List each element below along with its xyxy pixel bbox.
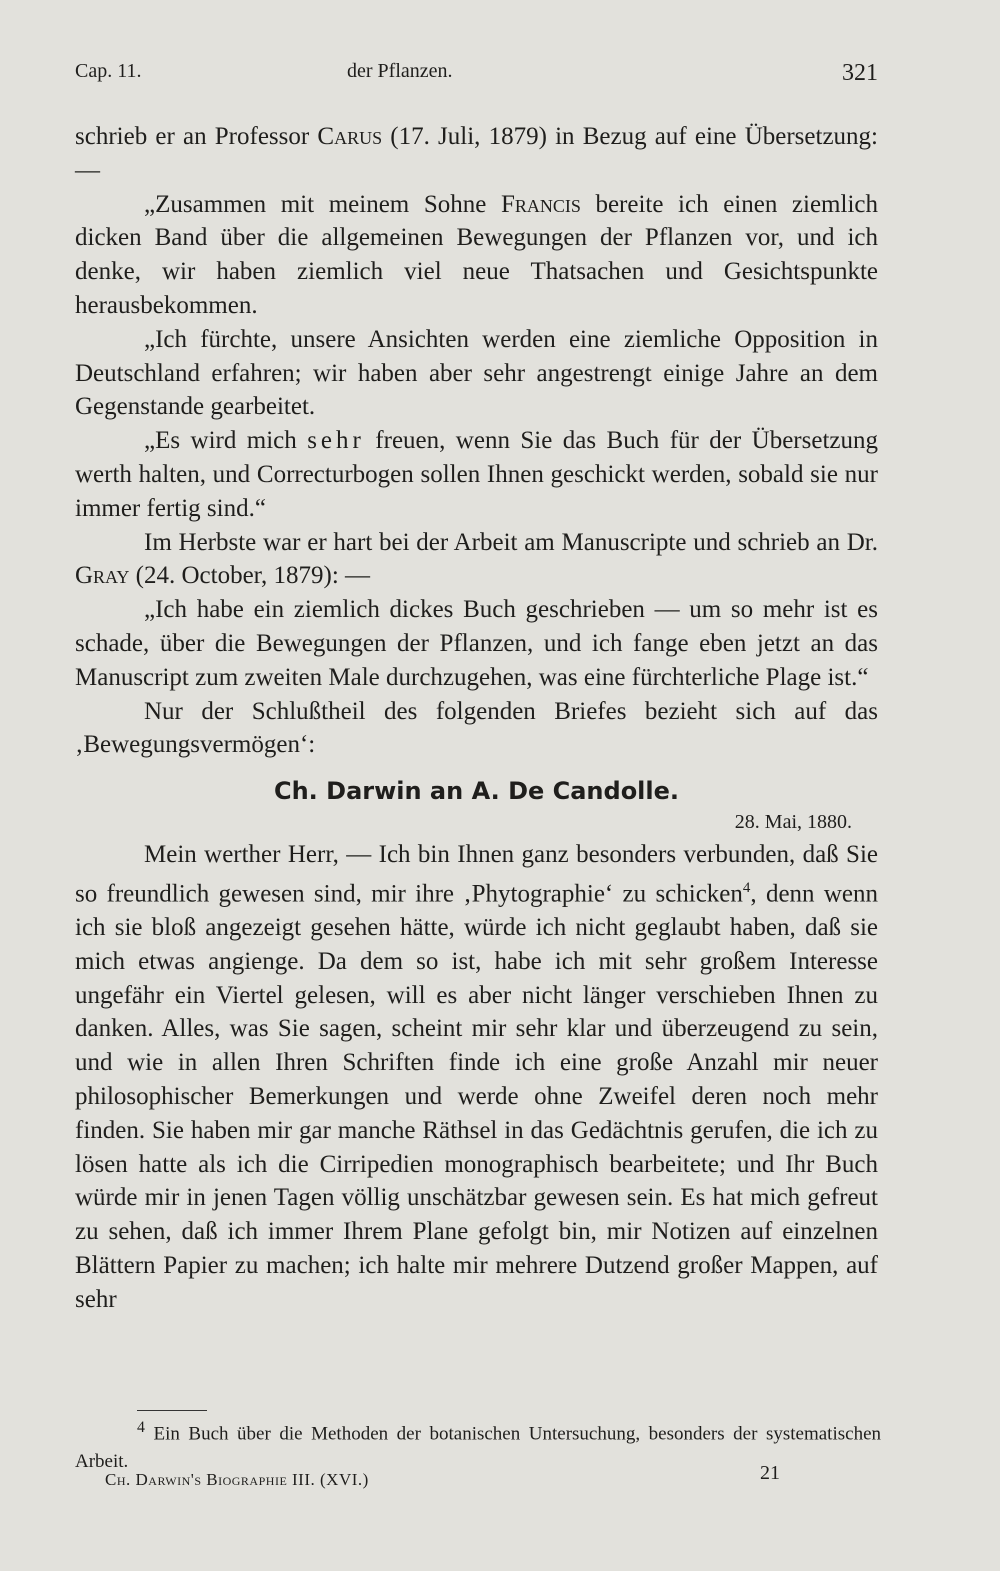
paragraph-l1 (75, 838, 878, 1316)
text-run: (24. October, 1879): — (129, 562, 371, 590)
paragraph-p6 (75, 593, 878, 694)
footnote-marker: 4 (137, 1419, 145, 1436)
paragraph-p3 (75, 323, 878, 424)
text-run: „Ich habe ein ziemlich dickes Buch geschrieben — um so mehr ist es schade, über die Bewegungen der Pflanzen, und ich fange eben jetzt an das Manuscript zum zweiten Male durchzugehen, was eine fürchterliche Plage ist.“ (75, 596, 878, 691)
paragraph-p2 (75, 188, 878, 323)
paragraph-p4 (75, 424, 878, 525)
footnote-text: Ein Buch über die Methoden der botanischen Untersuchung, besonders der systematischen Arbeit. (75, 1423, 882, 1473)
page-number: 321 (842, 60, 878, 86)
intro-paragraphs (75, 120, 878, 762)
chapter-label: Cap. 11. (75, 60, 142, 82)
footnote-rule (137, 1410, 207, 1411)
text-run: 4 (742, 879, 751, 896)
text-run: (17. Juli, 1879) in Bezug auf eine Übersetzung: — (75, 123, 878, 184)
text-run: „Ich fürchte, unsere Ansichten werden eine ziemliche Opposition in Deutschland erfahren; wir haben aber sehr angestrengt einige Jahre an dem Gegenstande gearbeitet. (75, 325, 878, 421)
paragraph-p7 (75, 695, 878, 763)
text-run: freuen, wenn Sie das Buch für der Übersetzung werth halten, und Correcturbogen sollen Ihnen geschickt werden, sobald sie nur immer fertig sind.“ (75, 427, 878, 522)
text-run: Im Herbste war er hart bei der Arbeit am Manuscripte und schrieb an Dr. (144, 528, 878, 556)
text-run: „Zusammen mit meinem Sohne (144, 190, 501, 218)
running-header (75, 60, 878, 90)
text-run: „Es wird mich (144, 427, 308, 455)
letter-heading: Ch. Darwin an A. De Candolle. (273, 777, 680, 806)
text-run: Nur der Schlußtheil des folgenden Briefes bezieht sich auf das ‚Bewegungsvermögen‘: (75, 697, 878, 759)
paragraph-p1 (75, 120, 878, 188)
page-body (75, 120, 878, 1317)
running-title: der Pflanzen. (347, 60, 453, 82)
text-run: Carus (317, 123, 383, 150)
text-run: Gray (75, 562, 130, 590)
letter-date: 28. Mai, 1880. (734, 811, 852, 834)
letter-paragraphs (75, 838, 878, 1316)
text-run: , denn wenn ich sie bloß angezeigt gesehen hätte, würde ich nicht geglaubt haben, daß sie mich etwas angienge. Da dem so ist, habe ich mit sehr großem Interesse ungefähr ein Viertel gelesen, will es aber nicht länger verschieben Ihnen zu danken. Alles, was Sie sagen, scheint mir sehr klar und überzeugend zu sein, und wie in allen Ihren Schriften finde ich eine große Anzahl mir neuer philosophischer Bemerkungen und werde ohne Zweifel deren noch mehr finden. Sie haben mir gar manche Räthsel in das Gedächtnis gerufen, die ich zu lösen hatte als ich die Cirripedien monographisch bearbeitete; und Ihr Buch würde mir in jenen Tagen völlig unschätzbar gewesen sein. Es hat mich gefreut zu sehen, daß ich immer Ihrem Plane gefolgt bin, mir Notizen auf einzelnen Blättern Papier zu machen; ich halte mir mehrere Dutzend großer Mappen, auf sehr (75, 880, 878, 1313)
paragraph-p5 (75, 526, 878, 594)
text-run: sehr (307, 427, 365, 455)
text-run: schrieb er an Professor (75, 123, 318, 150)
signature-line: Ch. Darwin's Biographie III. (XVI.) (105, 1470, 369, 1489)
text-run: bereite ich einen ziemlich dicken Band über die allgemeinen Bewegungen der Pflanzen vor, und ich denke, wir haben ziemlich viel neue Thatsachen und Gesichtspunkte herausbekommen. (75, 190, 878, 319)
text-run: Francis (500, 190, 581, 218)
sheet-number: 21 (760, 1462, 780, 1484)
text-run: Mein werther Herr, — Ich bin Ihnen ganz besonders verbunden, daß Sie so freundlich gewesen sind, mir ihre ‚Phytographie‘ zu schicken (75, 841, 878, 908)
